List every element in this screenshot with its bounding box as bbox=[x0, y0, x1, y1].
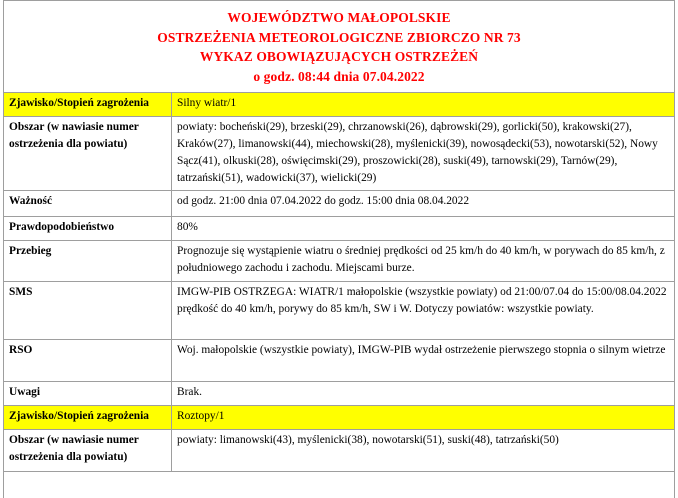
header-bulletin-number: OSTRZEŻENIA METEOROLOGICZNE ZBIORCZO NR 73 bbox=[157, 29, 521, 45]
rso-value: Woj. małopolskie (wszystkie powiaty), IMGW-PIB wydał ostrzeżenie pierwszego stopnia o silnym wietrze bbox=[172, 340, 675, 382]
course-label: Przebieg bbox=[4, 241, 172, 282]
area-value: powiaty: bocheński(29), brzeski(29), chrzanowski(26), dąbrowski(29), gorlicki(50), krakowski(27), Kraków(27), limanowski(44), miechowski(28), myślenicki(39), nowosądecki(53), nowotarski(52), Nowy Sącz(41), olkuski(28), oświęcimski(29), proszowicki(28), suski(49), tarnowski(29), Tarnów(29), tatrzański(51), wadowicki(37), wielicki(29) bbox=[172, 117, 675, 191]
table-row bbox=[4, 217, 675, 241]
validity-value: od godz. 21:00 dnia 07.04.2022 do godz. 15:00 dnia 08.04.2022 bbox=[172, 191, 675, 217]
phenomenon-label: Zjawisko/Stopień zagrożenia bbox=[4, 406, 172, 430]
table-row bbox=[4, 406, 675, 430]
table-row bbox=[4, 340, 675, 382]
phenomenon-value: Roztopy/1 bbox=[172, 406, 675, 430]
course-value: Prognozuje się wystąpienie wiatru o średniej prędkości od 25 km/h do 40 km/h, w porywach do 85 km/h, z południowego zachodu i zachodu. Miejscami burze. bbox=[172, 241, 675, 282]
sms-label: SMS bbox=[4, 282, 172, 340]
header-timestamp: o godz. 08:44 dnia 07.04.2022 bbox=[253, 68, 425, 84]
area-label: Obszar (w nawiasie numer ostrzeżenia dla powiatu) bbox=[4, 430, 172, 472]
table-row bbox=[4, 430, 675, 472]
table-row bbox=[4, 117, 675, 191]
document-header bbox=[4, 0, 674, 92]
probability-label: Prawdopodobieństwo bbox=[4, 217, 172, 241]
table-row bbox=[4, 191, 675, 217]
area-value: powiaty: limanowski(43), myślenicki(38), nowotarski(51), suski(48), tatrzański(50) bbox=[172, 430, 675, 472]
sms-value: IMGW-PIB OSTRZEGA: WIATR/1 małopolskie (wszystkie powiaty) od 21:00/07.04 do 15:00/08.04.2022 prędkość do 40 km/h, porywy do 85 km/h, SW i W. Dotyczy powiatów: wszystkie powiaty. bbox=[172, 282, 675, 340]
table-row bbox=[4, 241, 675, 282]
table-row bbox=[4, 382, 675, 406]
remarks-value: Brak. bbox=[172, 382, 675, 406]
header-list-title: WYKAZ OBOWIĄZUJĄCYCH OSTRZEŻEŃ bbox=[199, 49, 479, 64]
table-row bbox=[4, 282, 675, 340]
probability-value: 80% bbox=[172, 217, 675, 241]
phenomenon-value: Silny wiatr/1 bbox=[172, 93, 675, 117]
warnings-table bbox=[3, 92, 675, 472]
area-label: Obszar (w nawiasie numer ostrzeżenia dla powiatu) bbox=[4, 117, 172, 191]
warning-document bbox=[3, 0, 675, 498]
phenomenon-label: Zjawisko/Stopień zagrożenia bbox=[4, 93, 172, 117]
rso-label: RSO bbox=[4, 340, 172, 382]
table-row bbox=[4, 93, 675, 117]
remarks-label: Uwagi bbox=[4, 382, 172, 406]
header-voivodeship: WOJEWÓDZTWO MAŁOPOLSKIE bbox=[227, 10, 451, 25]
validity-label: Ważność bbox=[4, 191, 172, 217]
